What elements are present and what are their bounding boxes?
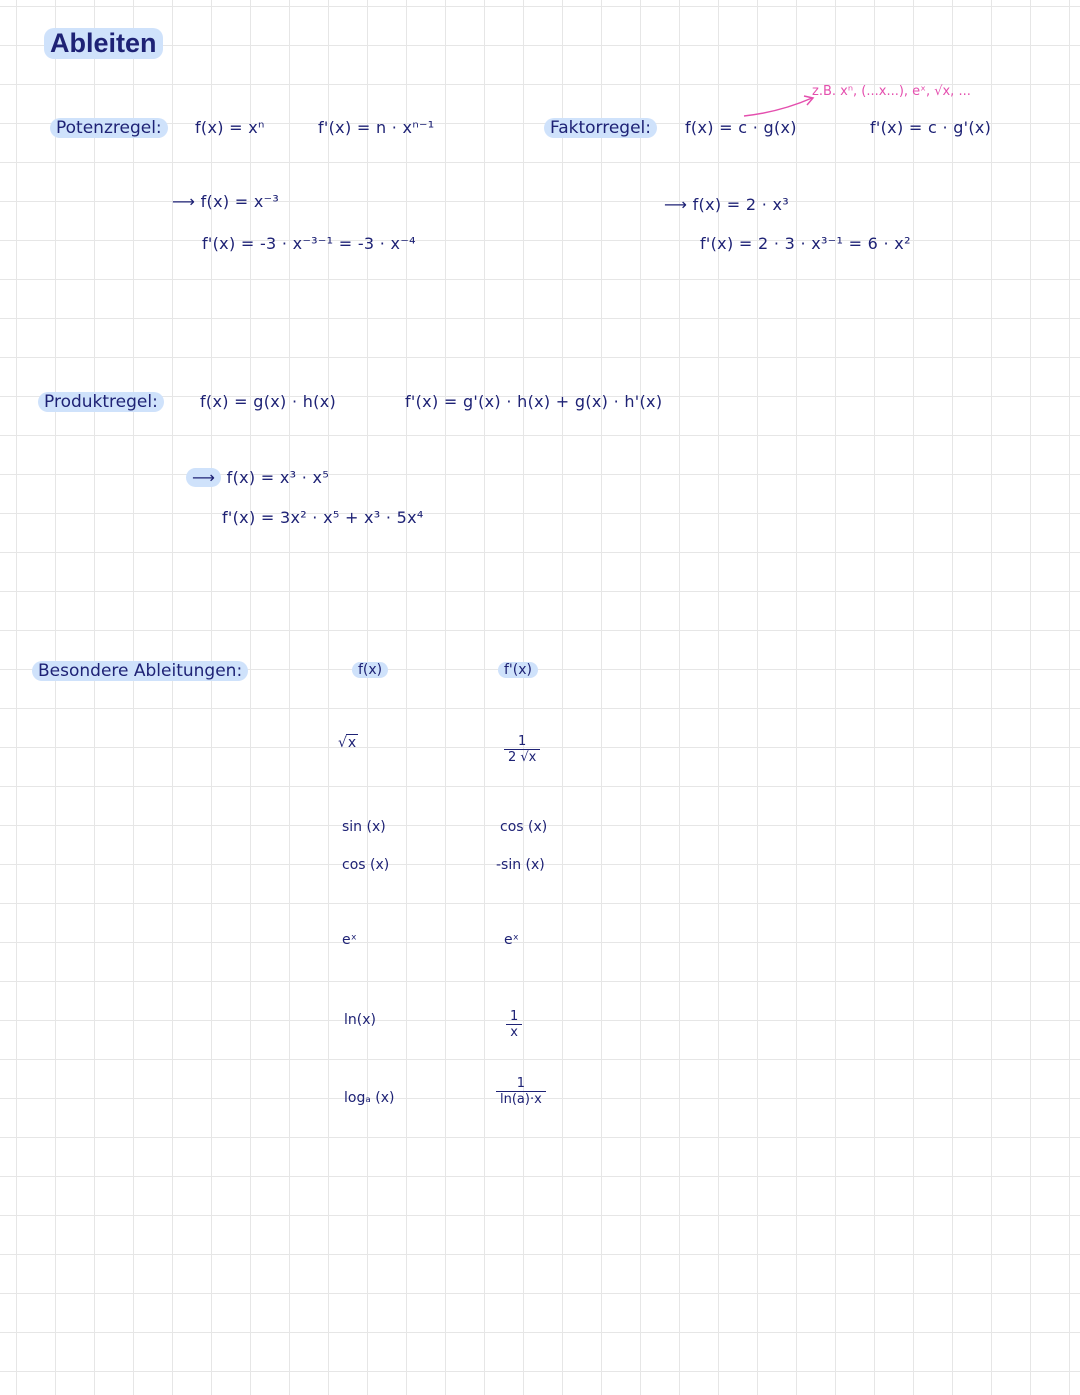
faktorregel-example-fpx: f'(x) = 2 · 3 · x³⁻¹ = 6 · x² [700,234,911,253]
faktorregel-example-fx [664,195,789,214]
column-header-fpx-text: f'(x) [498,662,538,678]
fraction [496,1077,546,1107]
fraction-denominator: ln(a)·x [496,1091,546,1107]
column-header-fx [352,662,388,678]
potenzregel-example-fx [172,192,279,211]
fraction-numerator: 1 [516,1076,526,1091]
potenzregel-example-fpx: f'(x) = -3 · x⁻³⁻¹ = -3 · x⁻⁴ [202,234,416,253]
faktorregel-label: Faktorregel: [544,118,657,138]
besondere-label: Besondere Ableitungen: [32,661,248,681]
produktregel-example-fx-text: f(x) = x³ · x⁵ [226,468,330,487]
fraction-numerator: 1 [518,734,527,749]
table-row-log-fp [496,1072,546,1107]
table-row-sqrt-f [338,735,358,751]
fraction [504,735,540,765]
fraction-denominator: 2 √x [504,749,540,765]
faktorregel-section [544,118,657,138]
faktorregel-example-fx-text: f(x) = 2 · x³ [692,195,790,214]
right-arrow-icon: ⟶ [186,468,221,487]
right-arrow-icon: ⟶ [664,195,693,214]
produktregel-example-fpx: f'(x) = 3x² · x⁵ + x³ · 5x⁴ [222,508,424,527]
sqrt-icon: √x [338,735,357,751]
potenzregel-fpx: f'(x) = n · xⁿ⁻¹ [318,118,435,137]
pink-arrow-icon [740,92,820,120]
potenzregel-example-fx-text: f(x) = x⁻³ [200,192,280,211]
table-row-sin-fp: cos (x) [500,819,548,835]
produktregel-section [38,392,164,412]
potenzregel-fx: f(x) = xⁿ [195,118,265,137]
sqrt-radicand: x [347,735,357,751]
table-row-ln-f: ln(x) [344,1012,376,1028]
column-header-fx-text: f(x) [352,662,388,678]
faktorregel-note: z.B. xⁿ, (...x...), eˣ, √x, ... [812,84,971,99]
fraction-numerator: 1 [510,1009,519,1024]
table-row-log-f: logₐ (x) [344,1090,395,1106]
potenzregel-label: Potenzregel: [50,118,168,138]
produktregel-fpx: f'(x) = g'(x) · h(x) + g(x) · h'(x) [405,392,663,411]
potenzregel-section [50,118,168,138]
page-title: Ableiten [44,28,163,59]
table-row-cos-fp: -sin (x) [496,857,545,873]
column-header-fpx [498,662,538,678]
right-arrow-icon: ⟶ [172,192,201,211]
produktregel-example-fx [186,468,329,487]
fraction [506,1010,522,1040]
table-row-sqrt-fp [504,730,540,765]
table-row-sin-f: sin (x) [342,819,386,835]
produktregel-label: Produktregel: [38,392,164,412]
fraction-denominator: x [506,1024,522,1040]
faktorregel-fx: f(x) = c · g(x) [685,118,797,137]
table-row-ln-fp [506,1005,522,1040]
faktorregel-fpx: f'(x) = c · g'(x) [870,118,992,137]
table-row-exp-fp: eˣ [504,932,519,948]
produktregel-fx: f(x) = g(x) · h(x) [200,392,337,411]
table-row-exp-f: eˣ [342,932,357,948]
besondere-section [32,661,248,681]
table-row-cos-f: cos (x) [342,857,390,873]
